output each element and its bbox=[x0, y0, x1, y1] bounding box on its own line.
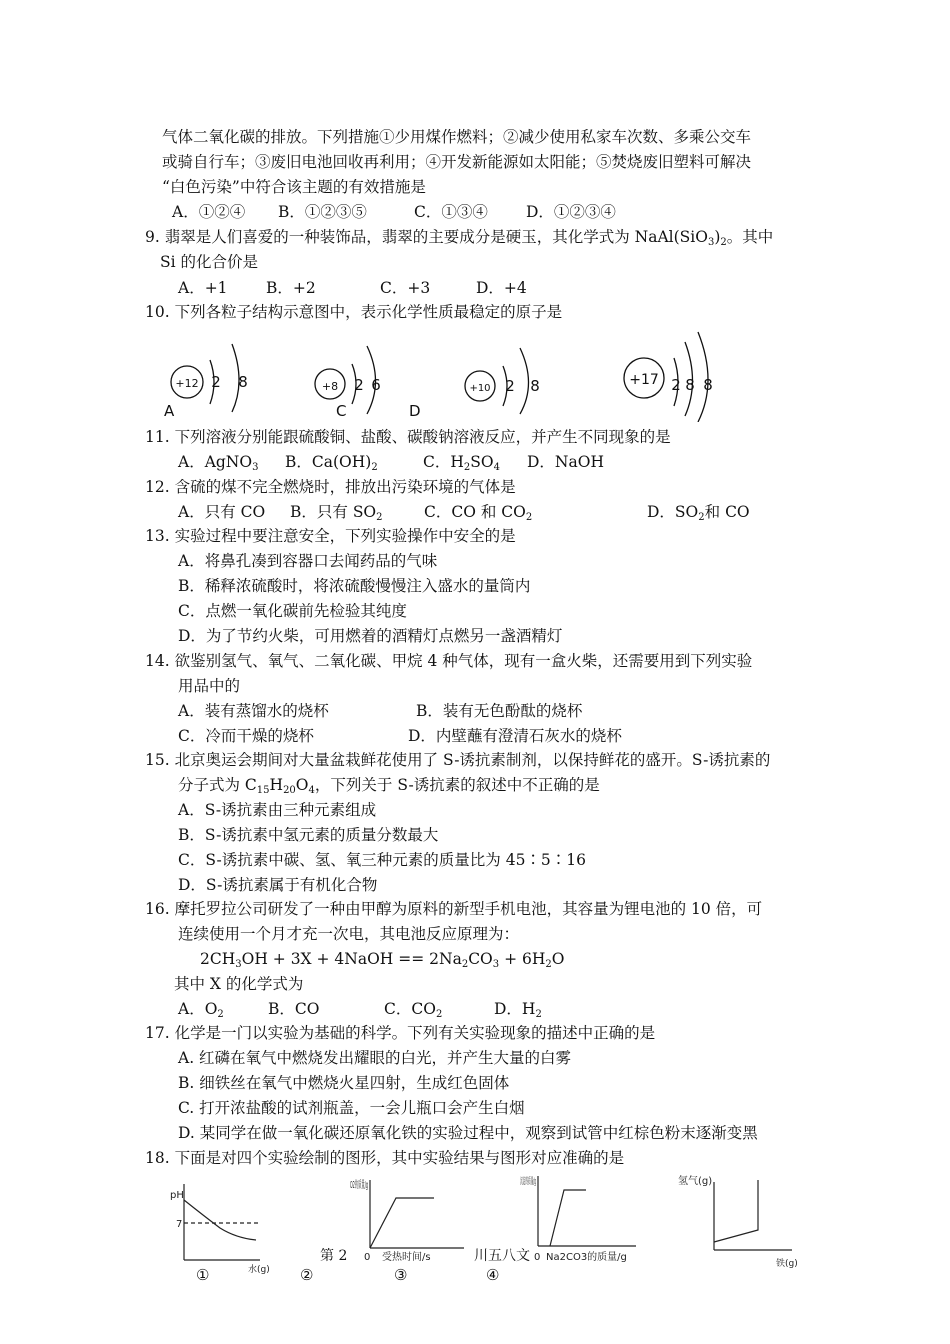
footer-fragment-left: 第 2 bbox=[320, 1248, 348, 1264]
q12-option-a: A．只有 CO bbox=[178, 503, 266, 521]
graph-3-y-label: 沉淀的质量/g bbox=[520, 1177, 574, 1187]
q17-option-a: A. 红磷在氧气中燃烧发出耀眼的白光，并产生大量的白雾 bbox=[178, 1049, 572, 1067]
q9-option-a: A．+1 bbox=[178, 279, 228, 297]
atom-a-shell-1-count: 2 bbox=[211, 373, 221, 391]
intro-option-d: D．①②③④ bbox=[526, 203, 616, 221]
atom-c-nucleus-label: +8 bbox=[321, 380, 339, 393]
atom-c-label: C bbox=[336, 402, 347, 420]
atom-e-nucleus-label: +17 bbox=[629, 372, 659, 388]
graph-2-caption: ② bbox=[300, 1266, 314, 1284]
graph-1-caption: ① bbox=[196, 1266, 210, 1284]
q15-option-c: C．S-诱抗素中碳、氢、氧三种元素的质量比为 45∶5∶16 bbox=[178, 851, 587, 869]
atom-a-nucleus-label: +12 bbox=[175, 377, 199, 390]
graph-2-y-label: O2的质量/g bbox=[350, 1180, 404, 1191]
atom-a-shell-2-count: 8 bbox=[238, 373, 248, 391]
q17-option-b: B. 细铁丝在氧气中燃烧火星四射，生成红色固体 bbox=[178, 1074, 510, 1092]
q15-option-b: B．S-诱抗素中氢元素的质量分数最大 bbox=[178, 826, 439, 844]
q16-option-b: B．CO bbox=[268, 1000, 320, 1018]
atom-structure-diagrams bbox=[160, 330, 740, 422]
graph-3-origin: 0 bbox=[534, 1252, 541, 1263]
q16-option-d: D．$H_2$ bbox=[494, 1000, 542, 1020]
q12-option-b: B．只有 $SO_2$ bbox=[290, 503, 383, 523]
q11-stem: 11. 下列溶液分别能跟硫酸铜、盐酸、碳酸钠溶液反应，并产生不同现象的是 bbox=[145, 428, 671, 446]
q11-option-c: C．$H_2SO_4$ bbox=[423, 453, 500, 473]
graph-4-curve bbox=[714, 1180, 758, 1242]
footer-fragment-right: 川五八文 bbox=[474, 1248, 530, 1264]
q10-stem: 10. 下列各粒子结构示意图中，表示化学性质最稳定的原子是 bbox=[145, 303, 563, 321]
q15-option-d: D．S-诱抗素属于有机化合物 bbox=[178, 876, 378, 894]
atom-d-shell-2 bbox=[520, 348, 529, 414]
atom-a-label: A bbox=[164, 402, 175, 420]
q17-option-c: C. 打开浓盐酸的试剂瓶盖，一会儿瓶口会产生白烟 bbox=[178, 1099, 525, 1117]
q12-stem: 12. 含硫的煤不完全燃烧时，排放出污染环境的气体是 bbox=[145, 478, 516, 496]
q11-option-b: B．$Ca(OH)_2$ bbox=[285, 453, 378, 473]
q13-option-a: A．将鼻孔凑到容器口去闻药品的气味 bbox=[178, 552, 438, 570]
intro-line-1: 气体二氧化碳的排放。下列措施①少用煤作燃料；②减少使用私家车次数、多乘公交车 bbox=[162, 128, 752, 146]
graph-1-curve bbox=[184, 1200, 256, 1240]
graph-3-curve bbox=[550, 1190, 586, 1246]
q9-stem-line-1: 9. 翡翠是人们喜爱的一种装饰品，翡翠的主要成分是硬玉，其化学式为 $NaAl(SiO_3)_2$。其中 bbox=[145, 228, 774, 248]
q15-stem-line-1: 15. 北京奥运会期间对大量盆栽鲜花使用了 S-诱抗素制剂，以保持鲜花的盛开。S-诱抗素的 bbox=[145, 751, 771, 769]
graph-1-y-label: pH bbox=[170, 1190, 184, 1201]
q9-option-c: C．+3 bbox=[380, 279, 431, 297]
graph-4-y-label: 氢气(g) bbox=[678, 1176, 713, 1187]
graph-4-x-label: 铁(g) bbox=[776, 1259, 798, 1269]
atom-e-shell-1-count: 2 bbox=[671, 376, 681, 394]
q17-stem: 17. 化学是一门以实验为基础的科学。下列有关实验现象的描述中正确的是 bbox=[145, 1024, 656, 1042]
q15-stem-line-2: 分子式为 $C_{15}H_{20}O_4$，下列关于 S-诱抗素的叙述中不正确的是 bbox=[178, 776, 600, 796]
q16-stem-line-2: 连续使用一个月才充一次电，其电池反应原理为： bbox=[178, 925, 520, 943]
q16-equation: $2CH_3OH + 3X$ + 4NaOH == $2Na_2CO_3 + 6H_2O$ bbox=[200, 950, 565, 970]
atom-c-shell-2-count: 6 bbox=[371, 376, 381, 394]
q11-option-a: A．AgNO$_3$ bbox=[178, 453, 259, 473]
q9-option-d: D．+4 bbox=[476, 279, 527, 297]
intro-line-3: “白色污染”中符合该主题的有效措施是 bbox=[162, 178, 426, 196]
graph-2-o2-vs-time bbox=[340, 1176, 470, 1266]
graph-2-x-label: 受热时间/s bbox=[382, 1252, 431, 1263]
graph-4-hydrogen-vs-iron bbox=[676, 1170, 806, 1270]
atom-d-shell-1-count: 2 bbox=[505, 377, 515, 395]
q14-stem-line-2: 用品中的 bbox=[178, 677, 241, 695]
q14-option-a: A．装有蒸馏水的烧杯 bbox=[178, 702, 329, 720]
atom-c-shell-1-count: 2 bbox=[354, 376, 364, 394]
atom-d-label: D bbox=[409, 402, 421, 420]
q16-stem-line-4: 其中 X 的化学式为 bbox=[174, 975, 304, 993]
q16-option-a: A．$O_2$ bbox=[178, 1000, 224, 1020]
graph-1-ph-vs-water bbox=[168, 1176, 278, 1276]
q15-option-a: A．S-诱抗素由三种元素组成 bbox=[178, 801, 377, 819]
graph-1-x-label: 水(g) bbox=[248, 1265, 270, 1275]
q13-option-d: D．为了节约火柴，可用燃着的酒精灯点燃另一盏酒精灯 bbox=[178, 627, 563, 645]
q18-stem: 18. 下面是对四个实验绘制的图形，其中实验结果与图形对应准确的是 bbox=[145, 1149, 625, 1167]
intro-option-a: A．①②④ bbox=[172, 203, 246, 221]
q9-option-b: B．+2 bbox=[266, 279, 316, 297]
q16-stem-line-1: 16. 摩托罗拉公司研发了一种由甲醇为原料的新型手机电池，其容量为锂电池的 10 倍，可 bbox=[145, 900, 763, 918]
graph-3-precipitate-vs-na2co3 bbox=[514, 1170, 644, 1266]
q13-stem: 13. 实验过程中要注意安全，下列实验操作中安全的是 bbox=[145, 527, 516, 545]
q12-option-c: C．CO 和 $CO_2$ bbox=[424, 503, 533, 523]
intro-option-c: C．①③④ bbox=[414, 203, 488, 221]
q14-option-b: B．装有无色酚酞的烧杯 bbox=[416, 702, 583, 720]
graph-2-curve bbox=[370, 1198, 434, 1248]
q13-option-c: C．点燃一氧化碳前先检验其纯度 bbox=[178, 602, 407, 620]
graph-3-caption: ③ bbox=[394, 1266, 408, 1284]
q12-option-d: D．$SO_2$和 CO bbox=[647, 503, 750, 523]
graph-3-x-label: Na2CO3的质量/g bbox=[546, 1252, 627, 1263]
q13-option-b: B．稀释浓硫酸时，将浓硫酸慢慢注入盛水的量筒内 bbox=[178, 577, 531, 595]
atom-d-shell-2-count: 8 bbox=[530, 377, 540, 395]
q11-option-d: D．NaOH bbox=[527, 453, 604, 471]
graph-4-caption: ④ bbox=[486, 1266, 500, 1284]
q17-option-d: D. 某同学在做一氧化碳还原氧化铁的实验过程中，观察到试管中红棕色粉末逐渐变黑 bbox=[178, 1124, 758, 1142]
q14-option-d: D．内壁蘸有澄清石灰水的烧杯 bbox=[408, 727, 622, 745]
q14-option-c: C．冷而干燥的烧杯 bbox=[178, 727, 314, 745]
atom-e-shell-2-count: 8 bbox=[685, 376, 695, 394]
q14-stem-line-1: 14. 欲鉴别氢气、氧气、二氧化碳、甲烷 4 种气体，现有一盒火柴，还需要用到下列实验 bbox=[145, 652, 753, 670]
graph-1-seven-mark: 7 bbox=[176, 1219, 183, 1230]
q9-stem-line-2: Si 的化合价是 bbox=[160, 253, 259, 271]
graph-2-origin: 0 bbox=[364, 1252, 371, 1263]
q16-option-c: C．$CO_2$ bbox=[384, 1000, 443, 1020]
intro-option-b: B．①②③⑤ bbox=[278, 203, 367, 221]
atom-d-nucleus-label: +10 bbox=[469, 383, 491, 394]
atom-e-shell-3-count: 8 bbox=[703, 376, 713, 394]
intro-line-2: 或骑自行车；③废旧电池回收再利用；④开发新能源如太阳能；⑤焚烧废旧塑料可解决 bbox=[162, 153, 752, 171]
